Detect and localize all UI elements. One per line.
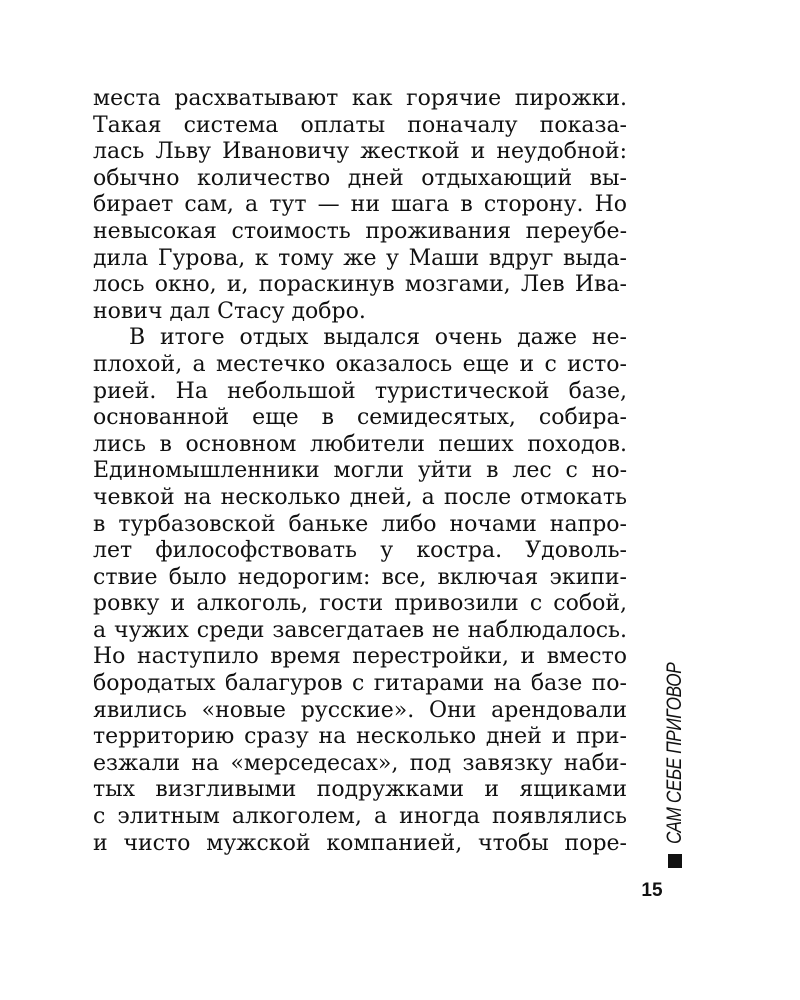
text-line: и чисто мужской компанией, чтобы поре- — [93, 830, 627, 856]
text-line: места расхватывают как горячие пирожки. — [93, 86, 627, 111]
text-line: ствие было недорогим: все, включая экипи- — [93, 564, 627, 590]
running-head — [663, 623, 687, 868]
text-line: тых визгливыми подружками и ящиками — [93, 777, 627, 803]
body-text — [93, 86, 627, 857]
text-line: дила Гурова, к тому же у Маши вдруг выда- — [93, 245, 627, 271]
page-number: 15 — [641, 880, 663, 901]
text-line: невысокая стоимость проживания переубе- — [93, 218, 627, 244]
text-line: нович дал Стасу добро. — [93, 298, 366, 324]
text-line: рией. На небольшой туристической базе, — [93, 378, 627, 404]
text-line: Единомышленники могли уйти в лес с но- — [93, 458, 627, 484]
text-line: с элитным алкоголем, а иногда появлялись — [93, 804, 627, 830]
text-line: лись в основном любители пеших походов. — [93, 431, 627, 457]
text-line: Такая система оплаты поначалу показа- — [93, 112, 627, 138]
text-line: явились «новые русские». Они арендовали — [93, 697, 627, 723]
text-line: лет философствовать у костра. Удоволь- — [93, 538, 627, 564]
text-line: основанной еще в семидесятых, собира- — [93, 405, 627, 431]
text-line: бородатых балагуров с гитарами на базе по- — [93, 671, 627, 697]
text-line: а чужих среди завсегдатаев не наблюдалось. — [93, 617, 627, 643]
text-line: Но наступило время перестройки, и вместо — [93, 644, 627, 670]
text-line: чевкой на несколько дней, а после отмокать — [93, 484, 627, 510]
text-line: обычно количество дней отдыхающий вы- — [93, 165, 627, 191]
text-line: лось окно, и, пораскинув мозгами, Лев Ива- — [93, 272, 627, 298]
text-line: в турбазовской баньке либо ночами напро- — [93, 511, 627, 537]
text-line: В итоге отдых выдался очень даже не- — [129, 325, 627, 351]
square-bullet-icon — [668, 854, 682, 868]
text-line: езжали на «мерседесах», под завязку наби- — [93, 750, 627, 776]
running-head-title: САМ СЕБЕ ПРИГОВОР — [663, 662, 686, 844]
text-line: ровку и алкоголь, гости привозили с собой, — [93, 591, 627, 617]
text-line: территорию сразу на несколько дней и при- — [93, 724, 627, 750]
text-line: лась Льву Ивановичу жесткой и неудобной: — [93, 139, 627, 165]
text-line: плохой, а местечко оказалось еще и с исто- — [93, 351, 627, 377]
text-line: бирает сам, а тут — ни шага в сторону. Но — [93, 192, 627, 218]
